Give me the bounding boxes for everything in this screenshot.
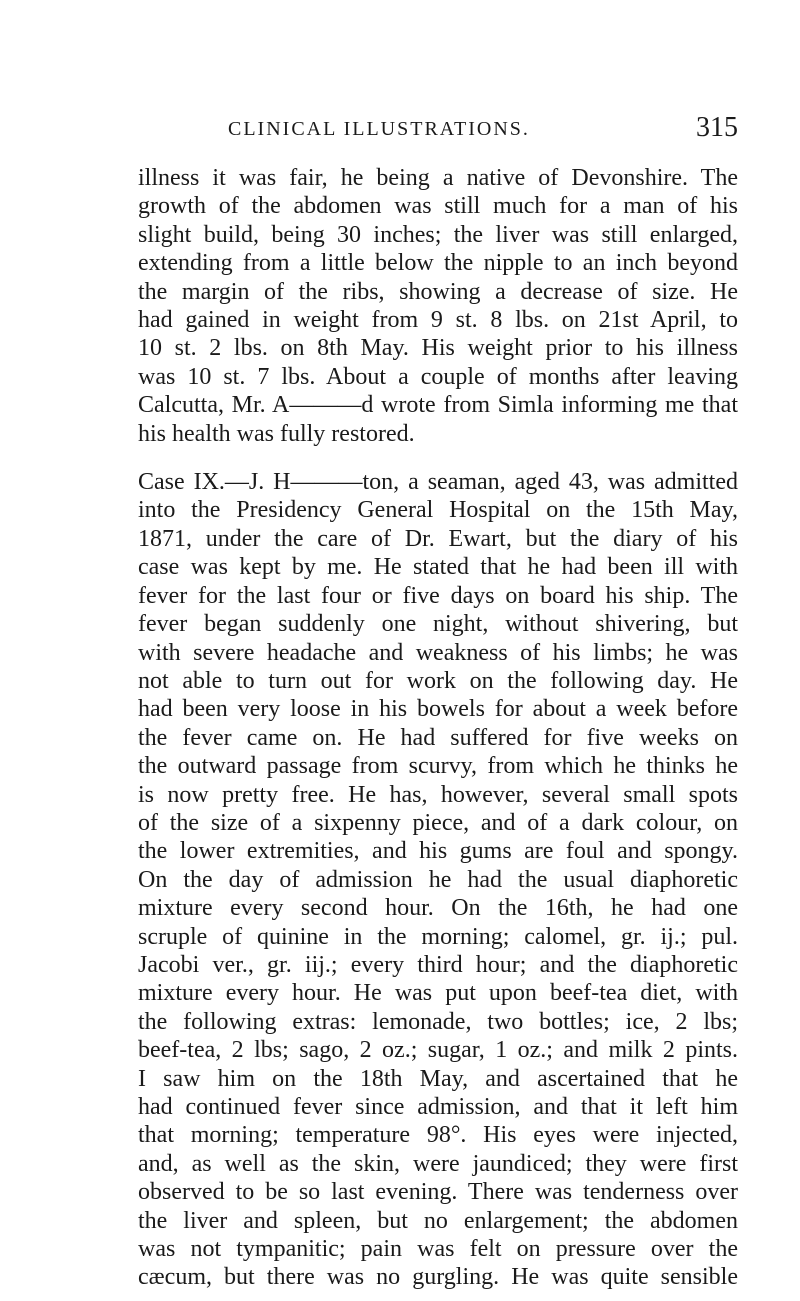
text-line: and, as well as the skin, were jaundiced; they were first xyxy=(138,1150,738,1177)
text-line: 10 st. 2 lbs. on 8th May. His weight prior to his illness xyxy=(138,335,738,362)
text-line: growth of the abdomen was still much for a man of his xyxy=(138,193,738,220)
text-line: beef-tea, 2 lbs; sago, 2 oz.; sugar, 1 oz.; and milk 2 pints. xyxy=(138,1037,738,1064)
text-line: fever began suddenly one night, without shivering, but xyxy=(138,611,738,638)
text-line: of the size of a sixpenny piece, and of a dark colour, on xyxy=(138,809,738,836)
text-line: observed to be so last evening. There was tenderness over xyxy=(138,1179,738,1206)
text-line: scruple of quinine in the morning; calomel, gr. ij.; pul. xyxy=(138,923,738,950)
text-line: the margin of the ribs, showing a decrease of size. He xyxy=(138,278,738,305)
paragraph-continuation xyxy=(138,164,738,448)
text-line: was not tympanitic; pain was felt on pressure over the xyxy=(138,1236,738,1263)
text-line: cæcum, but there was no gurgling. He was quite sensible xyxy=(138,1264,738,1291)
text-line: had gained in weight from 9 st. 8 lbs. on 21st April, to xyxy=(138,307,738,334)
text-line: the fever came on. He had suffered for five weeks on xyxy=(138,724,738,751)
text-line: the liver and spleen, but no enlargement; the abdomen xyxy=(138,1207,738,1234)
page-number: 315 xyxy=(696,112,738,143)
text-line: had been very loose in his bowels for about a week before xyxy=(138,696,738,723)
text-line: that morning; temperature 98°. His eyes were injected, xyxy=(138,1122,738,1149)
text-line: 1871, under the care of Dr. Ewart, but the diary of his xyxy=(138,525,738,552)
book-page xyxy=(138,112,738,1292)
text-line: the following extras: lemonade, two bottles; ice, 2 lbs; xyxy=(138,1008,738,1035)
text-line: On the day of admission he had the usual diaphoretic xyxy=(138,866,738,893)
paragraph-case-ix xyxy=(138,468,738,1292)
text-line: illness it was fair, he being a native of Devonshire. The xyxy=(138,165,738,191)
text-line: Case IX.—J. H———ton, a seaman, aged 43, was admitted xyxy=(138,469,738,496)
text-line: not able to turn out for work on the following day. He xyxy=(138,667,738,694)
text-line: slight build, being 30 inches; the liver was still enlarged, xyxy=(138,221,738,248)
text-line: fever for the last four or five days on board his ship. The xyxy=(138,582,738,609)
page-header xyxy=(138,112,738,152)
text-line: had continued fever since admission, and that it left him xyxy=(138,1094,738,1120)
text-line: Jacobi ver., gr. iij.; every third hour; and the diaphoretic xyxy=(138,951,738,978)
text-line: into the Presidency General Hospital on the 15th May, xyxy=(138,497,738,524)
running-head: CLINICAL ILLUSTRATIONS. xyxy=(228,118,530,140)
text-line: mixture every hour. He was put upon beef-tea diet, with xyxy=(138,980,738,1007)
text-line: is now pretty free. He has, however, several small spots xyxy=(138,781,738,808)
text-line: case was kept by me. He stated that he had been ill with xyxy=(138,554,738,581)
text-line: mixture every second hour. On the 16th, he had one xyxy=(138,895,738,922)
text-line: with severe headache and weakness of his limbs; he was xyxy=(138,639,738,666)
text-line: was 10 st. 7 lbs. About a couple of months after leaving xyxy=(138,363,738,390)
text-line: the lower extremities, and his gums are foul and spongy. xyxy=(138,838,738,865)
text-line: his health was fully restored. xyxy=(138,420,415,447)
text-line: extending from a little below the nipple to an inch beyond xyxy=(138,250,738,277)
text-line: I saw him on the 18th May, and ascertained that he xyxy=(138,1065,738,1092)
text-line: Calcutta, Mr. A———d wrote from Simla informing me that xyxy=(138,392,738,419)
text-line: the outward passage from scurvy, from which he thinks he xyxy=(138,753,738,780)
